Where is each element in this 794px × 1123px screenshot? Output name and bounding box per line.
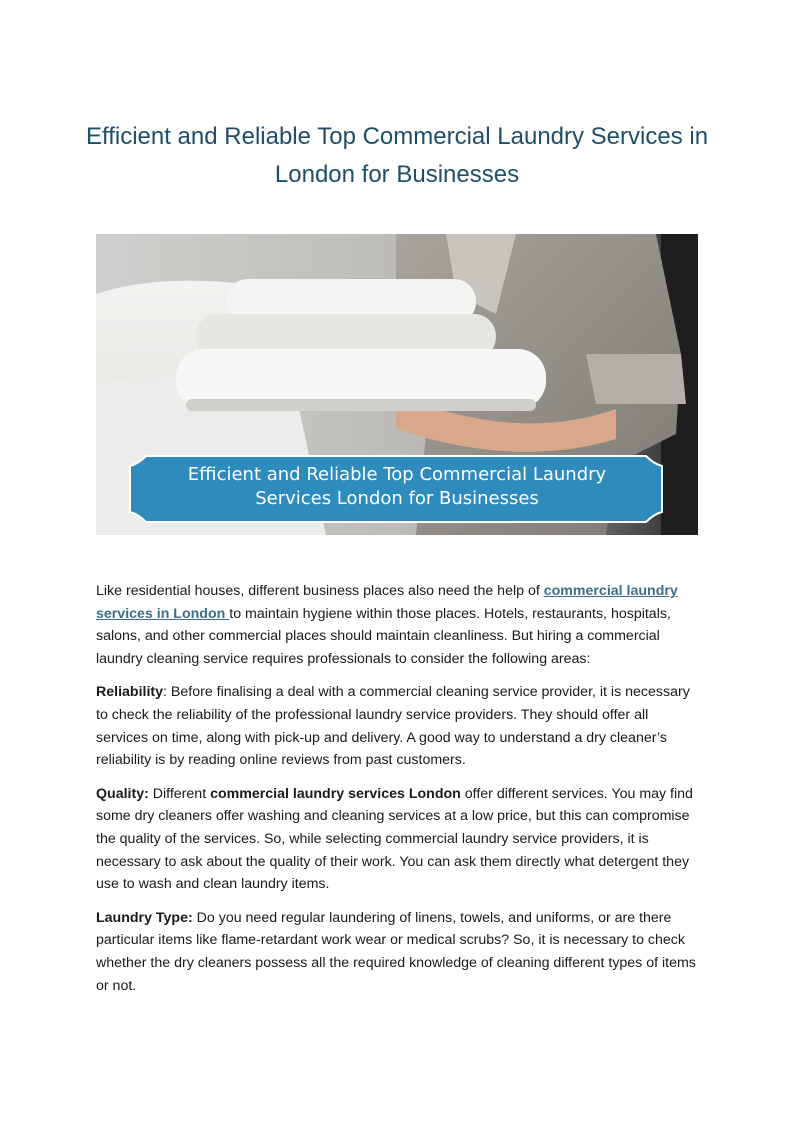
hero-banner-text: Efficient and Reliable Top Commercial Laundry Services London for Businesses xyxy=(187,464,607,509)
quality-bold-phrase: commercial laundry services London xyxy=(210,785,461,802)
intro-paragraph xyxy=(96,580,700,671)
reliability-paragraph xyxy=(96,681,700,772)
laundry-type-text: Do you need regular laundering of linens, towels, and uniforms, or are there particular items like flame-retardant work wear or medical scrubs? So, it is necessary to check whether the dry cleaners possess all the required knowledge of cleaning different types of items or not. xyxy=(96,909,696,994)
quality-paragraph xyxy=(96,783,700,897)
reliability-label: Reliability xyxy=(96,684,164,701)
page-title: Efficient and Reliable Top Commercial Laundry Services in London for Businesses xyxy=(85,123,709,188)
intro-text-start: Like residential houses, different business places also need the help of xyxy=(96,583,544,599)
commercial-laundry-link[interactable]: commercial laundry services in London xyxy=(96,583,678,622)
laundry-type-label: Laundry Type: xyxy=(96,909,193,926)
reliability-text: : Before finalising a deal with a commercial cleaning service provider, it is necessary to check the reliability of the professional laundry service providers. They should offer all services on time, along with pick-up and delivery. A good way to understand a dry cleaner’s reliability is by reading online reviews from past customers. xyxy=(96,684,690,769)
intro-text-end: to maintain hygiene within those places. Hotels, restaurants, hospitals, salons, and other commercial places should maintain cleanliness. But hiring a commercial laundry cleaning service requires professionals to consider the following areas: xyxy=(96,605,671,668)
quality-text-start: Different xyxy=(148,785,211,802)
quality-label: Quality: xyxy=(96,785,149,802)
laundry-type-paragraph xyxy=(96,907,700,998)
article-body xyxy=(96,580,700,1008)
quality-text-end: offer different services. You may find some dry cleaners offer washing and cleaning services at a low price, but this can compromise the quality of the services. So, while selecting commercial laundry service providers, it is necessary to ask about the quality of their work. You can ask them directly what detergent they use to wash and clean laundry items. xyxy=(96,785,693,893)
